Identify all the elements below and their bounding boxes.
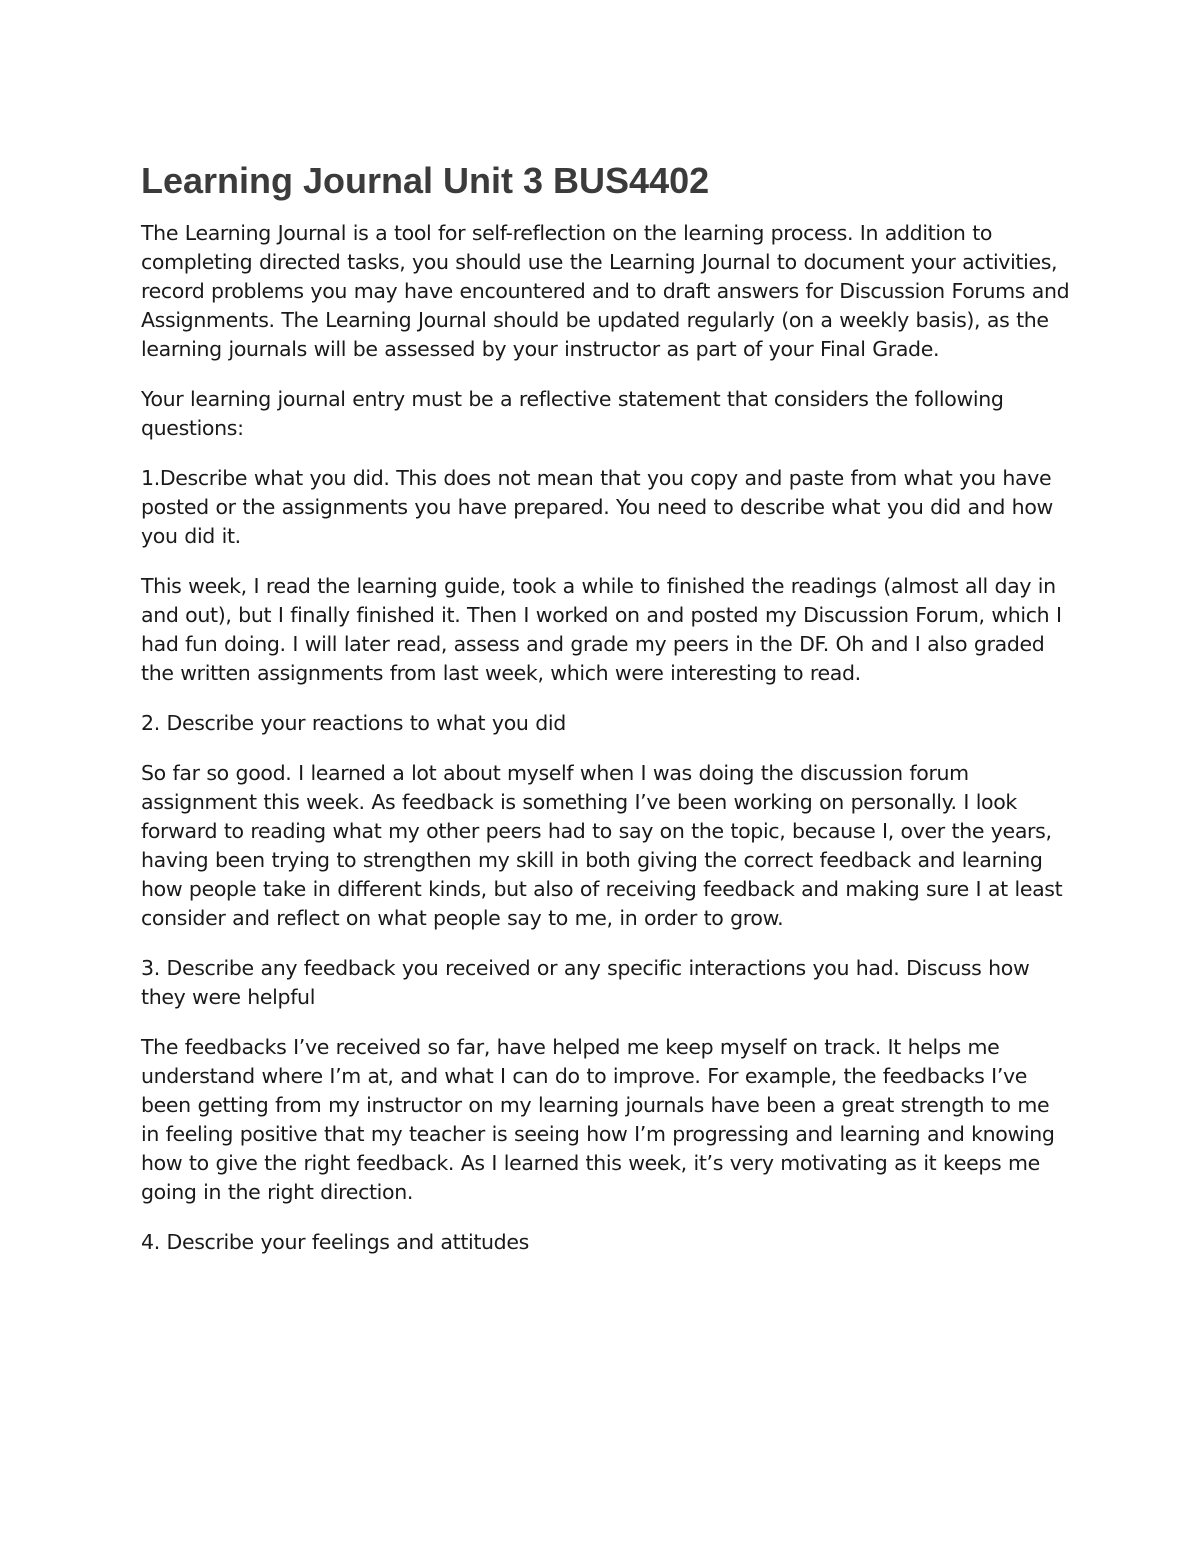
question-1: 1.Describe what you did. This does not mean that you copy and paste from what you have posted or the assignments you have prepared. You need to describe what you did and how you did it. — [141, 466, 1053, 548]
question-4: 4. Describe your feelings and attitudes — [141, 1230, 529, 1254]
question-2: 2. Describe your reactions to what you did — [141, 711, 566, 735]
question-3: 3. Describe any feedback you received or any specific interactions you had. Discuss how they were helpful — [141, 956, 1030, 1009]
instructions-paragraph: Your learning journal entry must be a reflective statement that considers the following questions: — [141, 387, 1004, 440]
answer-1: This week, I read the learning guide, took a while to finished the readings (almost all day in and out), but I finally finished it. Then I worked on and posted my Discussion Forum, which I had fun doing. I will later read, assess and grade my peers in the DF. Oh and I also graded the written assignments from last week, which were interesting to read. — [141, 574, 1062, 685]
intro-paragraph: The Learning Journal is a tool for self-reflection on the learning process. In addition to completing directed tasks, you should use the Learning Journal to document your activities, record problems you may have encountered and to draft answers for Discussion Forums and Assignments. The Learning Journal should be updated regularly (on a weekly basis), as the learning journals will be assessed by your instructor as part of your Final Grade. — [141, 221, 1070, 361]
answer-2: So far so good. I learned a lot about myself when I was doing the discussion forum assignment this week. As feedback is something I’ve been working on personally. I look forward to reading what my other peers had to say on the topic, because I, over the years, having been trying to strengthen my skill in both giving the correct feedback and learning how people take in different kinds, but also of receiving feedback and making sure I at least consider and reflect on what people say to me, in order to grow. — [141, 761, 1063, 930]
document-body — [141, 160, 1071, 1278]
document-title: Learning Journal Unit 3 BUS4402 — [141, 160, 710, 201]
answer-3: The feedbacks I’ve received so far, have helped me keep myself on track. It helps me understand where I’m at, and what I can do to improve. For example, the feedbacks I’ve been getting from my instructor on my learning journals have been a great strength to me in feeling positive that my teacher is seeing how I’m progressing and learning and knowing how to give the right feedback. As I learned this week, it’s very motivating as it keeps me going in the right direction. — [141, 1035, 1055, 1204]
